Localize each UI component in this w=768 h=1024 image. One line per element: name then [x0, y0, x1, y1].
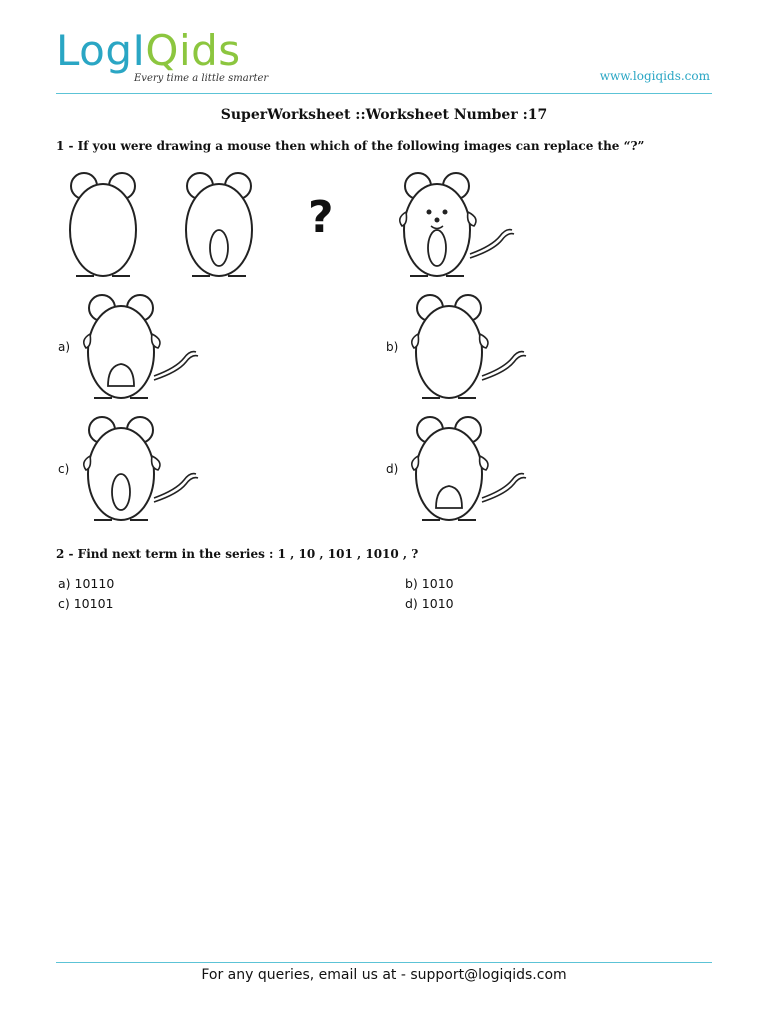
logo: [56, 28, 296, 88]
option-b-label[interactable]: b): [386, 340, 399, 354]
q2-option-c[interactable]: c) 10101: [58, 596, 114, 611]
footer-contact: For any queries, email us at - support@logiqids.com: [201, 967, 567, 983]
q2-option-b[interactable]: b) 1010: [405, 576, 454, 591]
footer-divider: [56, 962, 712, 963]
sequence-mouse-complete: [396, 166, 526, 286]
option-a-label[interactable]: a): [58, 340, 71, 354]
sequence-mouse-2: [178, 166, 268, 286]
worksheet-title: SuperWorksheet ::Worksheet Number :17: [220, 107, 548, 123]
question-2-text: 2 - Find next term in the series : 1 , 10 , 101 , 1010 , ?: [56, 547, 419, 561]
site-url-link[interactable]: www.logiqids.com: [599, 69, 710, 83]
option-b-mouse[interactable]: [408, 288, 538, 408]
option-d-mouse[interactable]: [408, 410, 538, 530]
option-c-label[interactable]: c): [58, 462, 70, 476]
option-d-label[interactable]: d): [386, 462, 399, 476]
logo-tagline: Every time a little smarter: [134, 73, 269, 84]
logo-text: [56, 28, 241, 74]
option-c-mouse[interactable]: [80, 410, 210, 530]
question-1-text: 1 - If you were drawing a mouse then which of the following images can replace the “?”: [56, 139, 645, 153]
logo-wordmark: LogIQids: [56, 26, 241, 75]
sequence-question-mark: ?: [308, 192, 334, 243]
sequence-mouse-1: [62, 166, 152, 286]
q2-option-a[interactable]: a) 10110: [58, 576, 115, 591]
option-a-mouse[interactable]: [80, 288, 210, 408]
q2-option-d[interactable]: d) 1010: [405, 596, 454, 611]
header-divider: [56, 93, 712, 94]
